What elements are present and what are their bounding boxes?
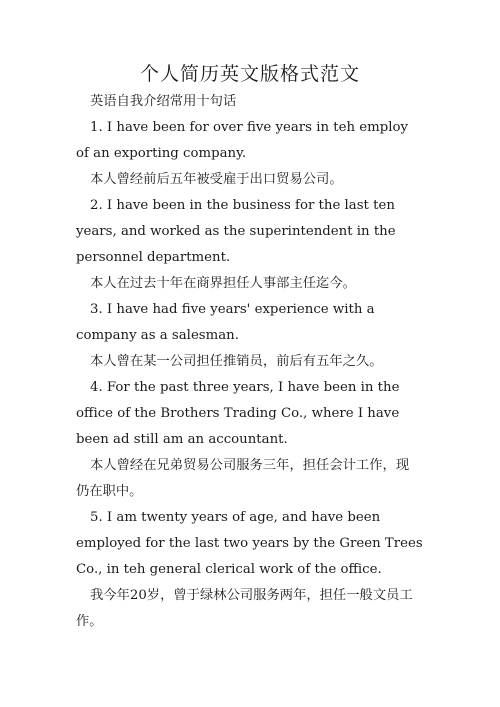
paragraph-line: personnel department. [76,250,231,265]
paragraph-line: 作。 [76,614,103,629]
paragraph-line: office of the Brothers Trading Co., where I have [76,406,400,421]
paragraph-line: 1. I have been for over five years in teh employ [90,120,409,135]
paragraph-line: 本人曾经在兄弟贸易公司服务三年，担任会计工作，现 [90,458,410,473]
paragraph [76,167,416,193]
paragraph-line: 2. I have been in the business for the last ten [90,198,395,213]
paragraph-line: 本人在过去十年在商界担任人事部主任迄今。 [90,276,356,291]
paragraph-line: 4. For the past three years, I have been in the [90,380,400,395]
paragraph-line: 仍在职中。 [76,484,143,499]
paragraph-line: 3. I have had five years' experience with a [90,302,375,317]
paragraph-line: 我今年20岁，曾于绿林公司服务两年，担任一般文员工 [90,588,413,603]
paragraph-line: years, and worked as the superintendent in the [76,224,396,239]
paragraph-line: 英语自我介绍常用十句话 [90,94,237,109]
paragraph [76,297,416,349]
paragraph [76,89,416,115]
paragraph-line: 本人曾经前后五年被受雇于出口贸易公司。 [90,172,343,187]
page-title: 个人简历英文版格式范文 [139,63,360,85]
paragraph [76,583,416,635]
paragraph-line: 5. I am twenty years of age, and have been [90,510,381,525]
paragraph [76,115,416,167]
paragraph-line: company as a salesman. [76,328,239,343]
paragraph-line: Co., in teh general clerical work of the office. [76,562,382,577]
paragraph-line: been ad still am an accountant. [76,432,288,447]
paragraph-line: of an exporting company. [76,146,247,161]
paragraph-line: 本人曾在某一公司担任推销员，前后有五年之久。 [90,354,383,369]
document-body [76,89,423,635]
paragraph [76,453,416,505]
paragraph-line: employed for the last two years by the Green Trees [76,536,423,551]
paragraph [76,271,416,297]
paragraph [76,193,416,271]
paragraph [76,375,416,453]
paragraph [76,505,423,583]
paragraph [76,349,416,375]
